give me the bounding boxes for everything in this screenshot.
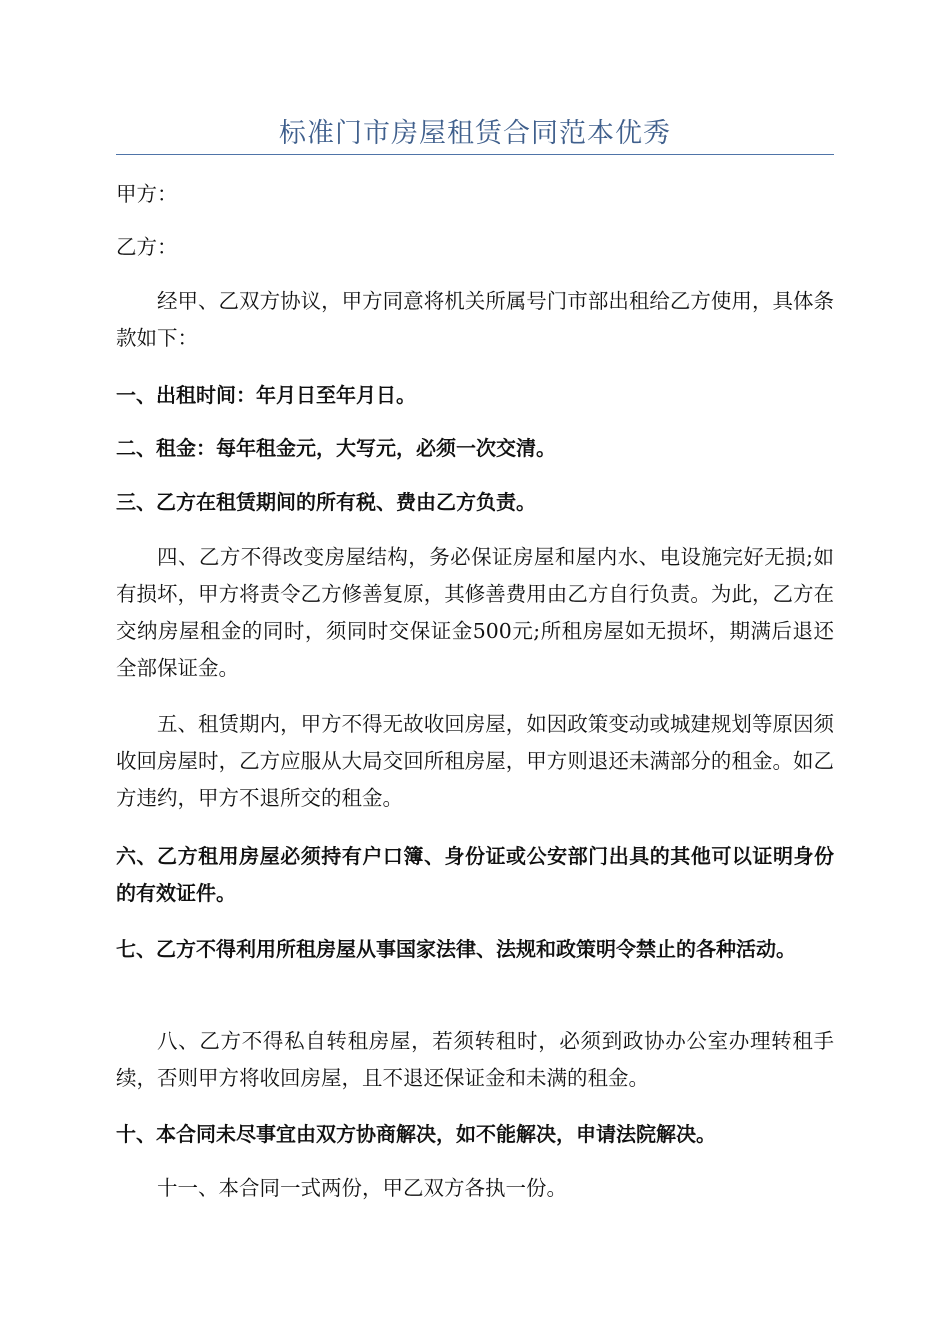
clause-7: 七、乙方不得利用所租房屋从事国家法律、法规和政策明令禁止的各种活动。 [116, 937, 796, 961]
clause-1: 一、出租时间：年月日至年月日。 [116, 383, 416, 407]
clause-2: 二、租金：每年租金元，大写元，必须一次交清。 [116, 436, 556, 460]
intro-paragraph: 经甲、乙双方协议，甲方同意将机关所属号门市部出租给乙方使用，具体条款如下： [116, 289, 834, 350]
clause-10: 十、本合同未尽事宜由双方协商解决，如不能解决，申请法院解决。 [116, 1122, 716, 1146]
clause-6: 六、乙方租用房屋必须持有户口簿、身份证或公安部门出具的其他可以证明身份的有效证件。 [116, 844, 834, 905]
clause-11: 十一、本合同一式两份，甲乙双方各执一份。 [157, 1176, 567, 1200]
clause-8: 八、乙方不得私自转租房屋，若须转租时，必须到政协办公室办理转租手续，否则甲方将收回房屋，且不退还保证金和未满的租金。 [116, 1029, 834, 1090]
clause-5: 五、租赁期内，甲方不得无故收回房屋，如因政策变动或城建规划等原因须收回房屋时，乙方应服从大局交回所租房屋，甲方则退还未满部分的租金。如乙方违约，甲方不退所交的租金。 [116, 712, 834, 810]
party-b-line: 乙方： [116, 235, 178, 259]
clause-4: 四、乙方不得改变房屋结构，务必保证房屋和屋内水、电设施完好无损;如有损坏，甲方将责令乙方修善复原，其修善费用由乙方自行负责。为此，乙方在交纳房屋租金的同时，须同时交保证金500元;所租房屋如无损坏，期满后退还全部保证金。 [116, 545, 834, 680]
clause-3: 三、乙方在租赁期间的所有税、费由乙方负责。 [116, 490, 536, 514]
party-a-line: 甲方： [116, 182, 178, 206]
title-underline [116, 154, 834, 155]
document-title: 标准门市房屋租赁合同范本优秀 [279, 118, 671, 149]
